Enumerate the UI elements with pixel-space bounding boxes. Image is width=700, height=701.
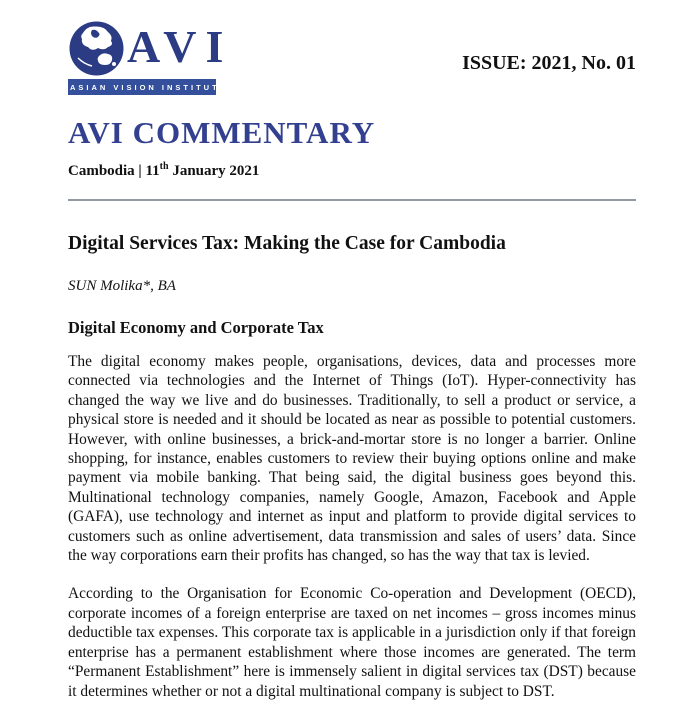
avi-logo	[68, 20, 233, 95]
article-title: Digital Services Tax: Making the Case for Cambodia	[68, 233, 506, 254]
body-paragraph-2: According to the Organisation for Economic Co-operation and Development (OECD), corporate incomes of a foreign enterprise are taxed on net incomes – gross incomes minus deductible tax expenses. This corporate tax is applicable in a jurisdiction only if that foreign enterprise has a permanent establishment where those incomes are generated. The term “Permanent Establishment” here is immensely salient in digital services tax (DST) because it determines whether or not a digital multinational company is subject to DST.	[68, 585, 636, 700]
divider-rule	[68, 199, 636, 201]
issue-label: ISSUE: 2021, No. 01	[462, 52, 636, 74]
publication-title: AVI COMMENTARY	[68, 115, 376, 150]
logo-acronym: AVI	[127, 20, 233, 72]
dateline	[68, 161, 636, 180]
globe-icon	[68, 20, 125, 77]
section-heading: Digital Economy and Corporate Tax	[68, 318, 324, 337]
logo-banner-label: ASIAN VISION INSTITUTE	[68, 79, 216, 95]
logo-top	[68, 20, 233, 77]
byline: SUN Molika*, BA	[68, 278, 176, 294]
dateline-suffix: January 2021	[168, 163, 260, 179]
header	[68, 20, 636, 95]
dateline-ordinal: th	[159, 161, 169, 172]
body-paragraph-1: The digital economy makes people, organisations, devices, data and processes more connected via technologies and the Internet of Things (IoT). Hyper-connectivity has changed the way we live and do businesses. Traditionally, to sell a product or service, a physical store is needed and it should be located as near as possible to potential customers. However, with online businesses, a brick-and-mortar store is no longer a barrier. Online shopping, for instance, enables customers to review their buying options online and make payment via mobile banking. That being said, the digital business goes beyond this. Multinational technology companies, namely Google, Amazon, Facebook and Apple (GAFA), use technology and internet as input and platform to provide digital services to customers such as online advertisement, data transmission and sales of users’ data. Since the way corporations earn their profits has changed, so has the way that tax is levied.	[68, 353, 636, 565]
dateline-prefix: Cambodia | 11	[68, 163, 160, 179]
